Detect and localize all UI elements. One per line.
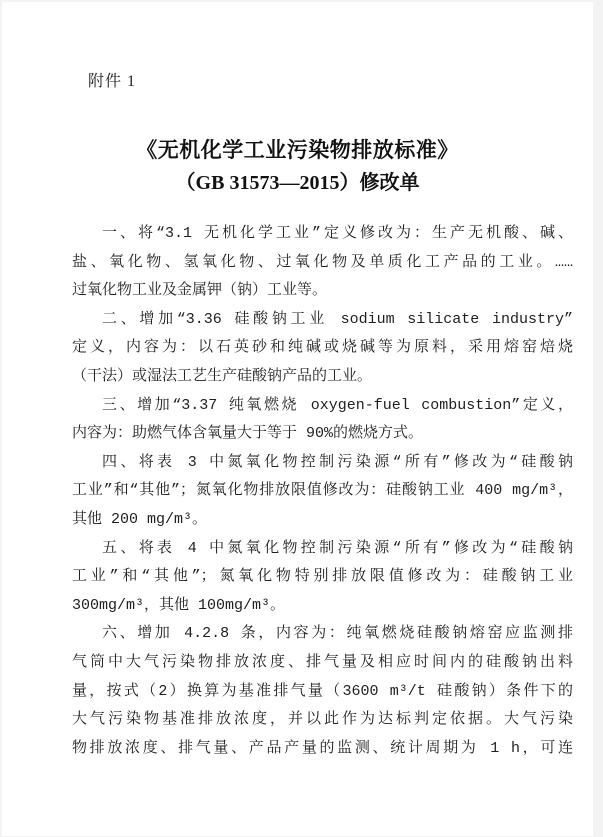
body-line: 过氧化物工业及金属钾（钠）工业等。 xyxy=(72,282,328,300)
body-line: 一、将“3.1 无机化学工业”定义修改为：生产无机酸、碱、 xyxy=(102,225,573,242)
document-title-line1: 《无机化学工业污染物排放标准》 xyxy=(136,138,459,162)
document-body xyxy=(72,220,573,763)
document-title xyxy=(2,134,593,199)
body-line: 内容为：助燃气体含氧量大于等于 90%的燃烧方式。 xyxy=(72,425,424,443)
body-line: 大气污染物基准排放浓度，并以此作为达标判定依据。大气污染 xyxy=(72,711,573,729)
document-page xyxy=(2,2,593,836)
body-line: 六、增加 4.2.8 条，内容为：纯氧燃烧硅酸钠熔窑应监测排 xyxy=(102,625,573,643)
body-line: 三、增加“3.37 纯氧燃烧 oxygen-fuel combustion”定义， xyxy=(102,396,573,414)
body-line: 气筒中大气污染物排放浓度、排气量及相应时间内的硅酸钠出料 xyxy=(72,653,573,671)
body-line: 盐、氧化物、氢氧化物、过氧化物及单质化工产品的工业。…… xyxy=(72,253,573,271)
document-title-line2: （GB 31573—2015）修改单 xyxy=(175,172,420,194)
body-line: 工业”和“其他”；氮氧化物排放限值修改为：硅酸钠工业 400 mg/m³， xyxy=(72,482,573,500)
body-line: 其他 200 mg/m³。 xyxy=(72,510,208,528)
body-line: 量，按式（2）换算为基准排气量（3600 m³/t 硅酸钠）条件下的 xyxy=(72,682,573,700)
body-line: 四、将表 3 中氮氧化物控制污染源“所有”修改为“硅酸钠 xyxy=(102,453,573,471)
body-line: 五、将表 4 中氮氧化物控制污染源“所有”修改为“硅酸钠 xyxy=(102,539,573,557)
attachment-label: 附件 1 xyxy=(88,73,137,90)
body-line: 物排放浓度、排气量、产品产量的监测、统计周期为 1 h，可连 xyxy=(72,739,573,757)
body-line: 工业”和“其他”；氮氧化物特别排放限值修改为：硅酸钠工业 xyxy=(72,568,573,586)
body-line: 定义，内容为：以石英砂和纯碱或烧碱等为原料，采用熔窑焙烧 xyxy=(72,339,573,357)
body-line: （干法）或湿法工艺生产硅酸钠产品的工业。 xyxy=(72,367,373,385)
body-line: 二、增加“3.36 硅酸钠工业 sodium silicate industry” xyxy=(102,310,573,328)
body-line: 300mg/m³，其他 100mg/m³。 xyxy=(72,596,286,614)
